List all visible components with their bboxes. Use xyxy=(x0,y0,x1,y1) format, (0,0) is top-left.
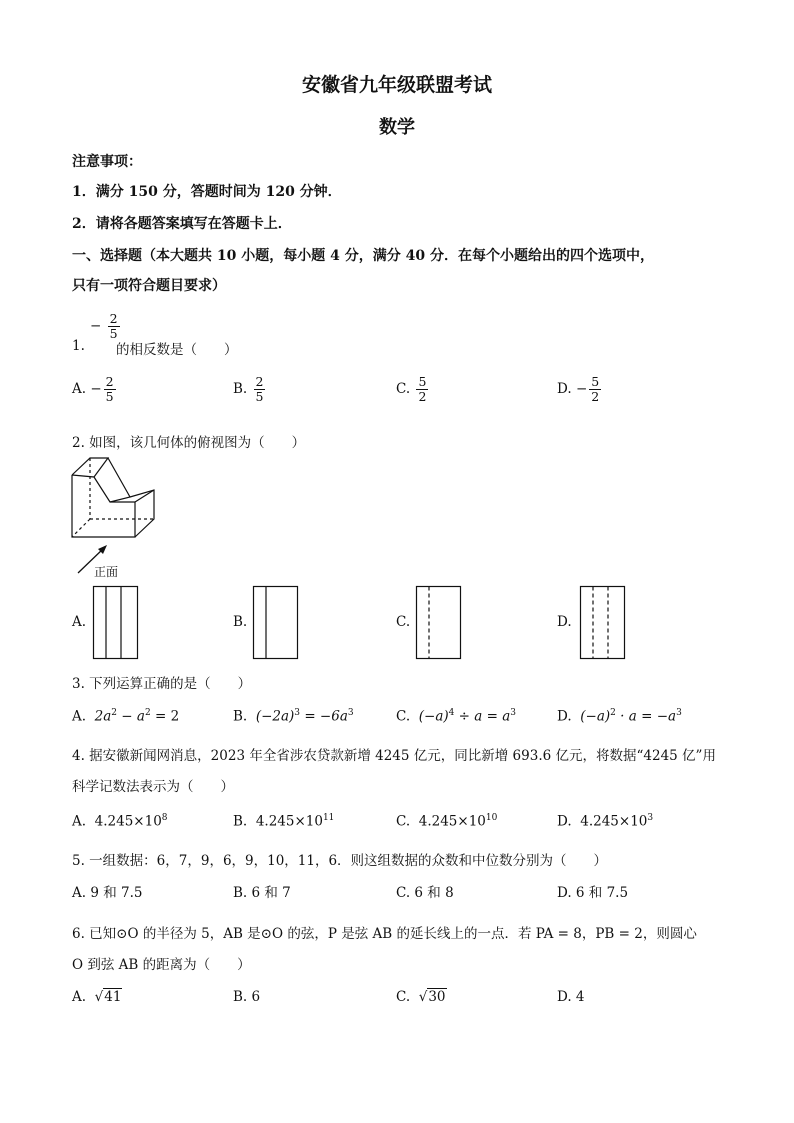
q2-front-label: 正面 xyxy=(94,565,119,579)
exam-title: 安徽省九年级联盟考试 xyxy=(301,74,492,96)
q4-option-a-exp: 8 xyxy=(161,813,168,823)
q6-option-a-radicand: 41 xyxy=(104,989,122,1005)
q1-option-a-frac xyxy=(104,375,116,404)
q3-option-a-part1: 2a xyxy=(94,708,112,725)
q5-option-a: A. 9 和 7.5 xyxy=(72,885,143,901)
notes-heading: 注意事项： xyxy=(72,154,142,170)
q4-option-c-exp: 10 xyxy=(485,813,498,823)
q1-option-a xyxy=(72,375,118,404)
q3-option-d-part2: · a = −a xyxy=(615,708,677,725)
q3-option-d xyxy=(557,708,682,725)
q6-option-c-radicand: 30 xyxy=(428,989,446,1005)
q3-option-b xyxy=(233,708,354,725)
q4-option-b xyxy=(233,813,334,830)
q2-option-d-label: D. xyxy=(557,614,572,630)
q1-option-c-frac xyxy=(416,375,428,404)
q1-numerator: 2 xyxy=(109,311,118,326)
section-heading-line2: 只有一项符合题目要求） xyxy=(72,278,226,294)
q1-sign: − xyxy=(90,318,102,334)
q3-text: 3. 下列运算正确的是（ ） xyxy=(72,676,252,692)
q5-option-b: B. 6 和 7 xyxy=(233,885,291,901)
q3-option-a xyxy=(72,708,179,725)
q4-option-c xyxy=(396,813,497,830)
q1-option-a-label: A. xyxy=(72,381,87,397)
q5-option-d: D. 6 和 7.5 xyxy=(557,885,629,901)
section-heading-line1: 一、选择题（本大题共 10 小题，每小题 4 分，满分 40 分．在每个小题给出的四个选项中， xyxy=(72,248,654,264)
q4-option-b-exp: 11 xyxy=(322,813,335,823)
q3-option-a-part3: = 2 xyxy=(150,708,180,725)
q1-option-b-frac xyxy=(254,375,266,404)
q1-option-a-sign: − xyxy=(90,381,102,397)
q4-option-a-base: 4.245×10 xyxy=(94,813,162,830)
note-item-1: 1．满分 150 分，答题时间为 120 分钟． xyxy=(72,184,342,200)
q2-option-b-label: B. xyxy=(233,614,248,630)
q6-option-a xyxy=(72,989,122,1005)
q1-option-d-label: D. xyxy=(557,381,572,397)
q6-line1: 6. 已知⊙O 的半径为 5，AB 是⊙O 的弦，P 是弦 AB 的延长线上的一点．若 PA = 8，PB = 2，则圆心 xyxy=(72,926,697,942)
q3-option-c-part2: ÷ a = a xyxy=(454,708,511,725)
q4-option-a-label: A. xyxy=(72,813,87,830)
q4-option-a xyxy=(72,813,168,830)
q3-option-a-label: A. xyxy=(72,708,87,725)
q3-option-c-exp1: 4 xyxy=(448,708,455,718)
q1-option-b xyxy=(233,375,267,404)
sqrt-icon: √ xyxy=(94,989,104,1005)
q4-option-d xyxy=(557,813,653,830)
q4-option-b-base: 4.245×10 xyxy=(255,813,323,830)
q3-option-c-part1: (−a) xyxy=(418,708,449,725)
subject-title: 数学 xyxy=(379,117,415,138)
q1-denominator: 5 xyxy=(109,326,118,341)
q2-option-c-figure xyxy=(416,586,462,659)
q3-option-b-exp1: 3 xyxy=(294,708,301,718)
q3-option-b-part2: = −6a xyxy=(300,708,348,725)
q3-option-d-exp2: 3 xyxy=(676,708,682,718)
q1-option-a-den: 5 xyxy=(105,389,114,404)
q1-option-d-sign: − xyxy=(575,381,588,397)
q3-option-c xyxy=(396,708,516,725)
q6-option-d: D. 4 xyxy=(557,989,585,1005)
q2-option-d-figure xyxy=(580,586,626,659)
sqrt-icon: √ xyxy=(418,989,428,1005)
q1-option-b-den: 5 xyxy=(255,389,264,404)
q1-option-c-num: 5 xyxy=(418,374,427,389)
q3-option-b-part1: (−2a) xyxy=(255,708,295,725)
q6-option-c xyxy=(396,989,447,1005)
q4-option-c-label: C. xyxy=(396,813,411,830)
q3-option-a-exp1: 2 xyxy=(111,708,118,718)
q3-option-d-label: D. xyxy=(557,708,572,725)
q2-option-c-label: C. xyxy=(396,614,411,630)
q6-option-c-label: C. xyxy=(396,989,411,1005)
q6-line2: O 到弦 AB 的距离为（ ） xyxy=(72,957,251,973)
q2-option-a-label: A. xyxy=(72,614,87,630)
q1-text: 的相反数是（ ） xyxy=(116,342,238,358)
q3-option-b-label: B. xyxy=(233,708,248,725)
q1-option-d-frac xyxy=(589,375,601,404)
q1-option-d xyxy=(557,375,603,404)
q2-option-a-figure xyxy=(93,586,139,659)
q3-option-c-label: C. xyxy=(396,708,411,725)
q1-option-c xyxy=(396,375,430,404)
q1-option-a-num: 2 xyxy=(105,374,114,389)
q3-option-d-part1: (−a) xyxy=(580,708,611,725)
q1-number: 1. xyxy=(72,338,85,354)
q2-solid-figure xyxy=(70,455,170,575)
q3-option-a-exp2: 2 xyxy=(144,708,151,718)
q1-option-c-den: 2 xyxy=(418,389,427,404)
q3-option-d-exp1: 2 xyxy=(610,708,616,718)
q3-option-b-exp2: 3 xyxy=(347,708,354,718)
q6-option-a-label: A. xyxy=(72,989,87,1005)
note-item-2: 2．请将各题答案填写在答题卡上． xyxy=(72,216,292,232)
q4-option-d-label: D. xyxy=(557,813,572,830)
q1-option-c-label: C. xyxy=(396,381,411,397)
q6-option-b: B. 6 xyxy=(233,989,261,1005)
q4-option-d-exp: 3 xyxy=(647,813,654,823)
q2-text: 2. 如图，该几何体的俯视图为（ ） xyxy=(72,435,306,451)
q4-line2: 科学记数法表示为（ ） xyxy=(72,779,234,795)
q3-option-c-exp2: 3 xyxy=(510,708,516,718)
q5-option-c: C. 6 和 8 xyxy=(396,885,454,901)
q4-option-c-base: 4.245×10 xyxy=(418,813,486,830)
q4-line1: 4. 据安徽新闻网消息，2023 年全省涉农贷款新增 4245 亿元，同比新增 693.6 亿元，将数据“4245 亿”用 xyxy=(72,748,716,764)
q1-option-b-num: 2 xyxy=(255,374,264,389)
q1-option-d-num: 5 xyxy=(591,374,600,389)
q5-text: 5. 一组数据：6，7，9，6，9，10，11，6．则这组数据的众数和中位数分别为（ ） xyxy=(72,853,608,869)
q1-fraction xyxy=(90,312,122,341)
q4-option-d-base: 4.245×10 xyxy=(580,813,648,830)
q3-option-a-part2: − a xyxy=(117,708,145,725)
q1-option-d-den: 2 xyxy=(591,389,600,404)
q4-option-b-label: B. xyxy=(233,813,248,830)
q2-option-b-figure xyxy=(253,586,299,659)
q1-option-b-label: B. xyxy=(233,381,248,397)
q1-frac xyxy=(108,312,120,341)
